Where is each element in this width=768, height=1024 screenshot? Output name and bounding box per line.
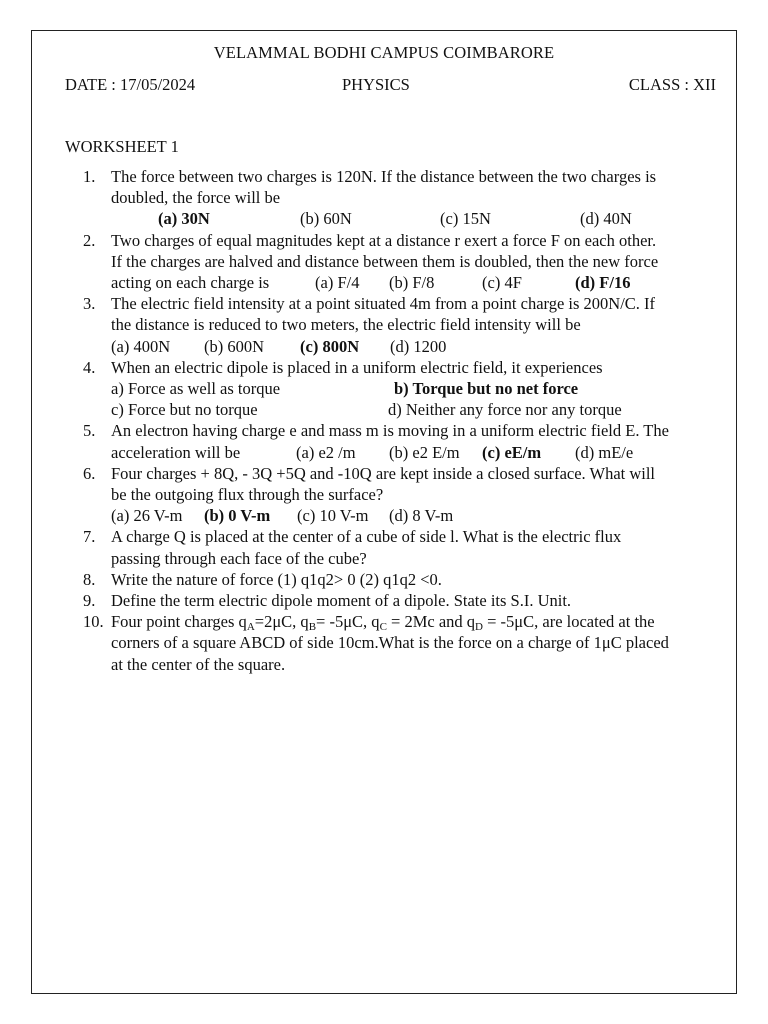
question-7 [83, 526, 725, 568]
text-run: =2μC, q [254, 612, 309, 632]
question-text-line: the distance is reduced to two meters, the electric field intensity will be [111, 315, 581, 335]
option-b: (b) e2 E/m [389, 442, 460, 462]
question-text-line: An electron having charge e and mass m is moving in a uniform electric field E. The [111, 421, 669, 441]
options-row [111, 336, 725, 357]
question-5 [83, 420, 725, 462]
options-row [111, 442, 725, 463]
question-text-line: The electric field intensity at a point situated 4m from a point charge is 200N/C. If [111, 294, 656, 314]
question-9 [83, 590, 725, 611]
question-number: 9. [83, 590, 96, 610]
date-label: DATE : 17/05/2024 [65, 75, 196, 94]
question-number: 5. [83, 421, 96, 441]
question-4 [83, 357, 725, 421]
question-text-line: If the charges are halved and distance between them is doubled, then the new force [111, 251, 659, 271]
option-b: (b) 600N [204, 336, 265, 356]
question-number: 4. [83, 357, 96, 377]
option-a: (a) 26 V-m [111, 506, 183, 526]
question-text-line: Two charges of equal magnitudes kept at a distance r exert a force F on each other. [111, 230, 657, 250]
options-row [111, 378, 725, 399]
school-name: VELAMMAL BODHI CAMPUS COIMBARORE [213, 43, 555, 62]
option-b-correct: (b) 0 V-m [204, 506, 271, 526]
question-text-line: When an electric dipole is placed in a uniform electric field, it experiences [111, 357, 603, 377]
option-a: (a) e2 /m [296, 442, 356, 462]
subscript-b: B [308, 621, 317, 634]
question-text-line: A charge Q is placed at the center of a cube of side l. What is the electric flux [111, 527, 622, 547]
text-run: = -5μC, q [316, 612, 380, 632]
question-text-line: passing through each face of the cube? [111, 548, 367, 568]
options-row [111, 505, 725, 526]
subscript-a: A [246, 621, 255, 634]
option-d: d) Neither any force nor any torque [388, 400, 622, 420]
options-row [111, 272, 725, 293]
option-c-correct: (c) 800N [300, 336, 360, 356]
question-number: 6. [83, 463, 96, 483]
subject-label: PHYSICS [342, 75, 410, 94]
question-text-line: corners of a square ABCD of side 10cm.What is the force on a charge of 1μC placed [111, 633, 669, 653]
question-2 [83, 230, 725, 294]
option-b: (b) F/8 [389, 273, 435, 292]
question-8 [83, 569, 725, 590]
option-b: (b) 60N [300, 209, 352, 229]
option-a: (a) F/4 [315, 273, 360, 292]
class-label: CLASS : XII [628, 75, 716, 94]
question-text-line: The force between two charges is 120N. If the distance between the two charges is [111, 167, 657, 186]
question-text-line: acting on each charge is [111, 273, 270, 292]
question-number: 1. [83, 167, 96, 186]
question-text-line: Define the term electric dipole moment of a dipole. State its S.I. Unit. [111, 590, 572, 610]
option-d: (d) mE/e [575, 442, 634, 462]
question-text-line: doubled, the force will be [111, 188, 281, 208]
subscript-d: D [475, 621, 483, 634]
question-text-line: Write the nature of force (1) q1q2> 0 (2) q1q2 <0. [111, 569, 442, 589]
options-row [111, 399, 725, 420]
question-number: 10. [83, 612, 104, 632]
question-text-line: at the center of the square. [111, 654, 286, 674]
worksheet-title: WORKSHEET 1 [65, 137, 179, 156]
question-3 [83, 293, 725, 357]
question-text-line [111, 611, 725, 632]
options-row [111, 208, 725, 229]
question-1 [83, 166, 725, 230]
question-text-line: acceleration will be [111, 442, 241, 462]
option-c-correct: (c) eE/m [482, 442, 542, 462]
question-text-line: be the outgoing flux through the surface? [111, 484, 384, 504]
text-run: = -5μC, are located at the [482, 612, 655, 632]
question-number: 7. [83, 527, 96, 547]
question-6 [83, 463, 725, 527]
question-number: 2. [83, 230, 96, 250]
question-text-line: Four charges + 8Q, - 3Q +5Q and -10Q are kept inside a closed surface. What will [111, 463, 656, 483]
option-c: c) Force but no torque [111, 400, 258, 420]
option-a: (a) 400N [111, 336, 171, 356]
option-c: (c) 4F [482, 273, 522, 292]
option-d: (d) 1200 [390, 336, 447, 356]
question-number: 3. [83, 294, 96, 314]
option-b-correct: b) Torque but no net force [394, 378, 579, 398]
question-10 [83, 611, 725, 675]
option-a: a) Force as well as torque [111, 378, 281, 398]
option-d: (d) 8 V-m [389, 506, 454, 526]
subscript-c: C [379, 621, 387, 634]
question-number: 8. [83, 569, 96, 589]
option-a-correct: (a) 30N [158, 209, 210, 229]
option-d-correct: (d) F/16 [575, 273, 631, 292]
option-c: (c) 15N [440, 209, 491, 229]
option-d: (d) 40N [580, 209, 632, 229]
question-list [83, 166, 725, 675]
option-c: (c) 10 V-m [297, 506, 369, 526]
text-run: Four point charges q [111, 612, 247, 632]
text-run: = 2Mc and q [386, 612, 476, 632]
